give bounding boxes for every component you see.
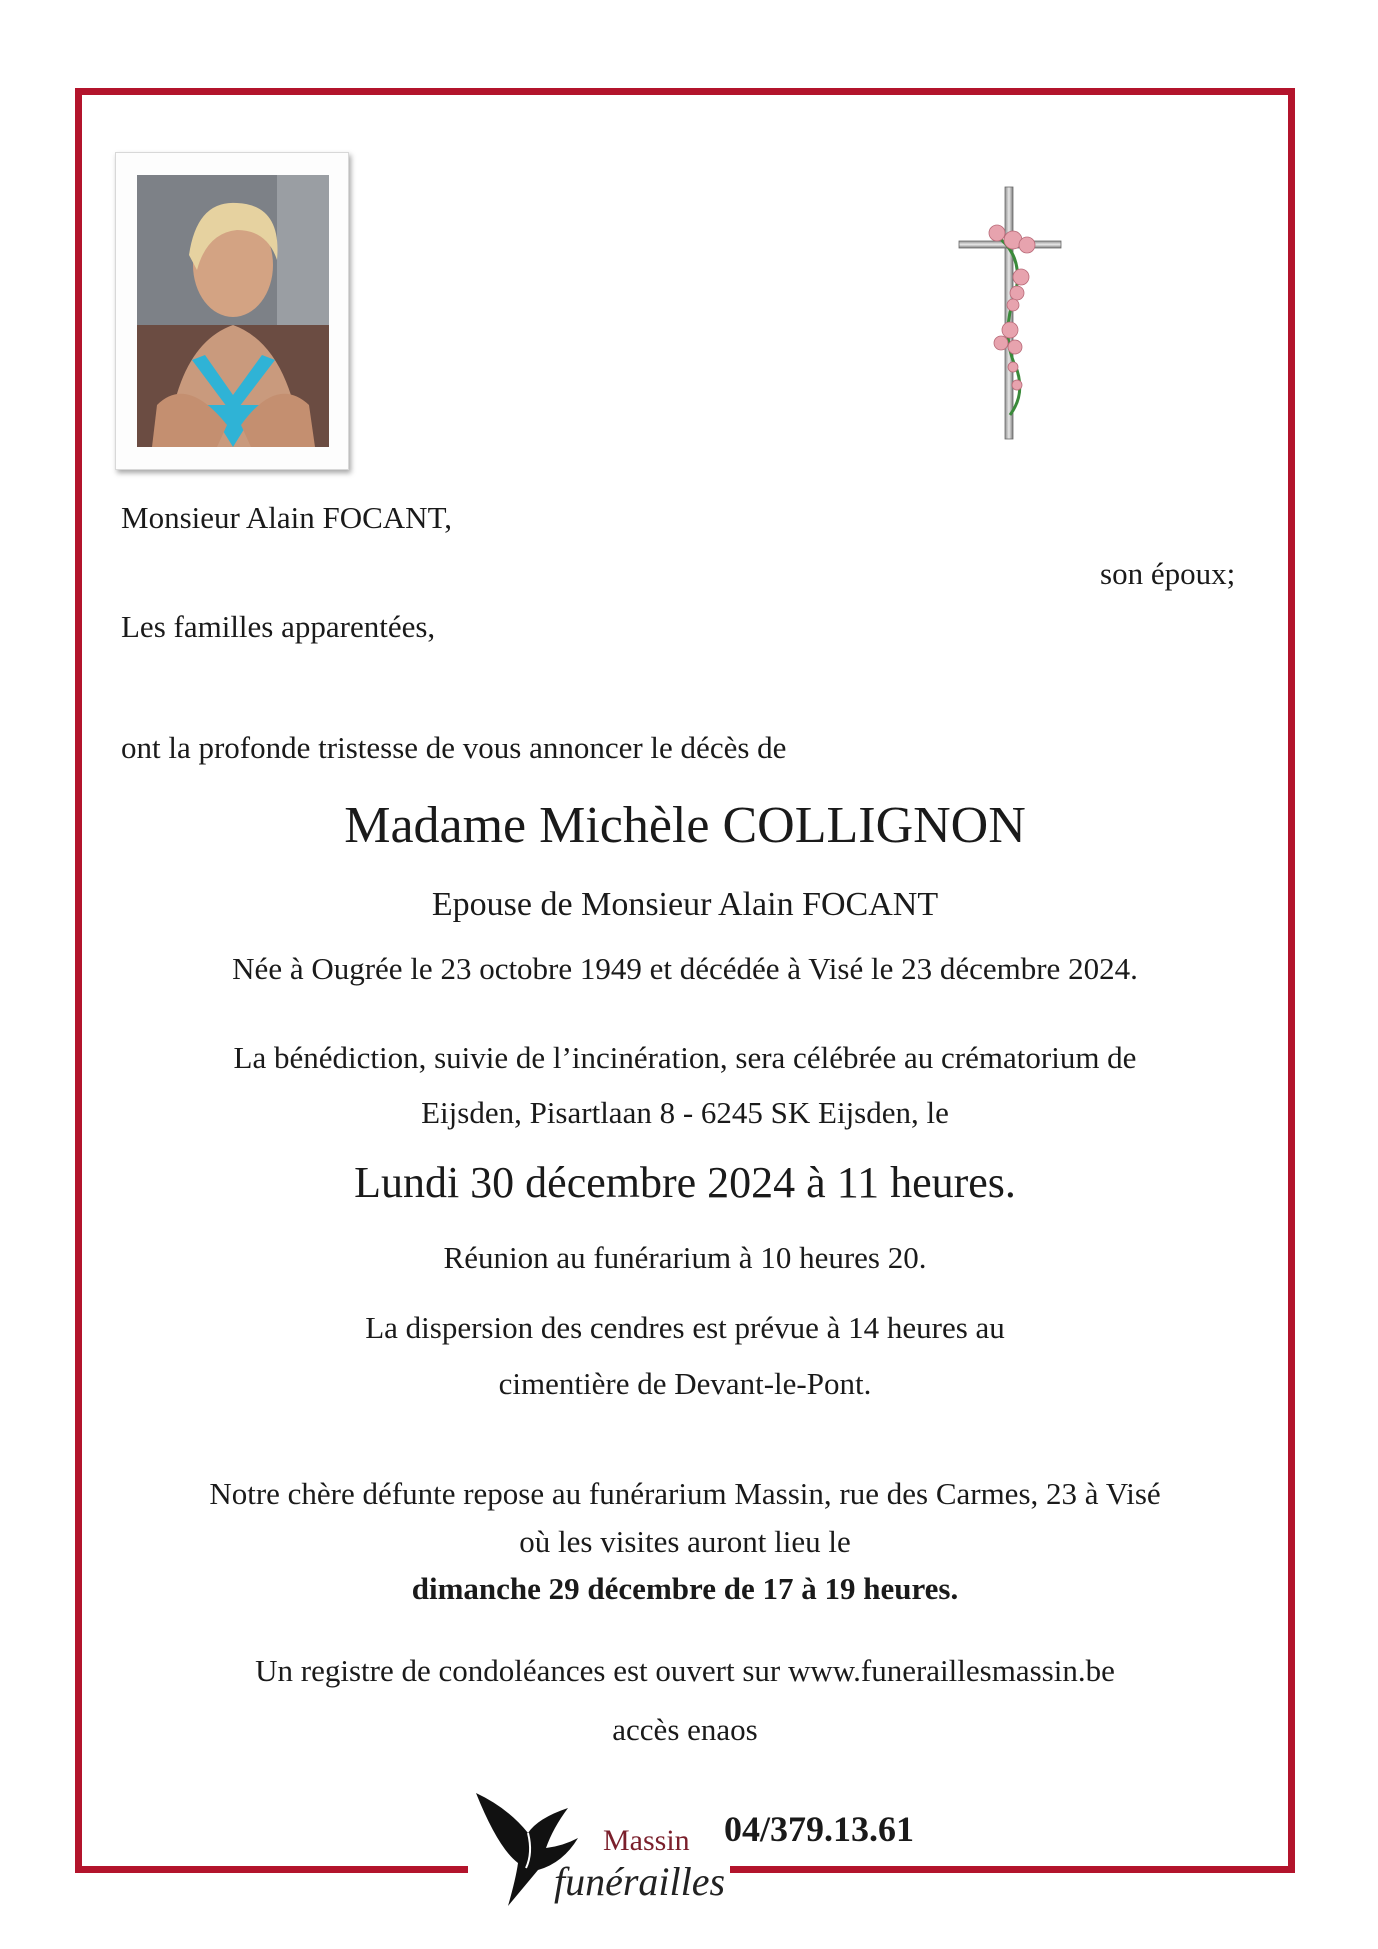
phone-number: 04/379.13.61 xyxy=(724,1809,915,1849)
announcement-text: ont la profonde tristesse de vous annoncer le décès de xyxy=(121,730,787,765)
deceased-name: Madame Michèle COLLIGNON xyxy=(344,797,1026,854)
dispersal-line1: La dispersion des cendres est prévue à 14 heures au xyxy=(365,1310,1005,1345)
family-role-spouse: son époux; xyxy=(1100,556,1236,591)
massin-logo xyxy=(468,1778,730,1908)
family-line-spouse: Monsieur Alain FOCANT, xyxy=(121,500,452,535)
cross-with-roses-icon xyxy=(955,185,1065,445)
logo-word-funerailles: funérailles xyxy=(554,1859,726,1904)
ceremony-line2: Eijsden, Pisartlaan 8 - 6245 SK Eijsden, le xyxy=(421,1095,949,1130)
logo-word-massin: Massin xyxy=(603,1824,690,1857)
visits-line1: Notre chère défunte repose au funérarium Massin, rue des Carmes, 23 à Visé xyxy=(209,1476,1161,1511)
ceremony-line1: La bénédiction, suivie de l’incinération, sera célébrée au crématorium de xyxy=(233,1040,1137,1075)
visits-line2: où les visites auront lieu le xyxy=(519,1524,851,1559)
condolences-line1: Un registre de condoléances est ouvert sur www.funeraillesmassin.be xyxy=(255,1653,1115,1688)
visits-when: dimanche 29 décembre de 17 à 19 heures. xyxy=(411,1571,959,1606)
deceased-spouse: Epouse de Monsieur Alain FOCANT xyxy=(431,886,939,923)
dispersal-line2: cimentière de Devant-le-Pont. xyxy=(498,1366,872,1401)
ceremony-datetime: Lundi 30 décembre 2024 à 11 heures. xyxy=(354,1158,1016,1207)
condolences-line2: accès enaos xyxy=(612,1712,758,1747)
portrait-photo xyxy=(115,152,349,470)
meeting-time: Réunion au funérarium à 10 heures 20. xyxy=(443,1240,927,1275)
family-line-relatives: Les familles apparentées, xyxy=(121,609,436,644)
deceased-dates: Née à Ougrée le 23 octobre 1949 et décédée à Visé le 23 décembre 2024. xyxy=(232,951,1138,986)
